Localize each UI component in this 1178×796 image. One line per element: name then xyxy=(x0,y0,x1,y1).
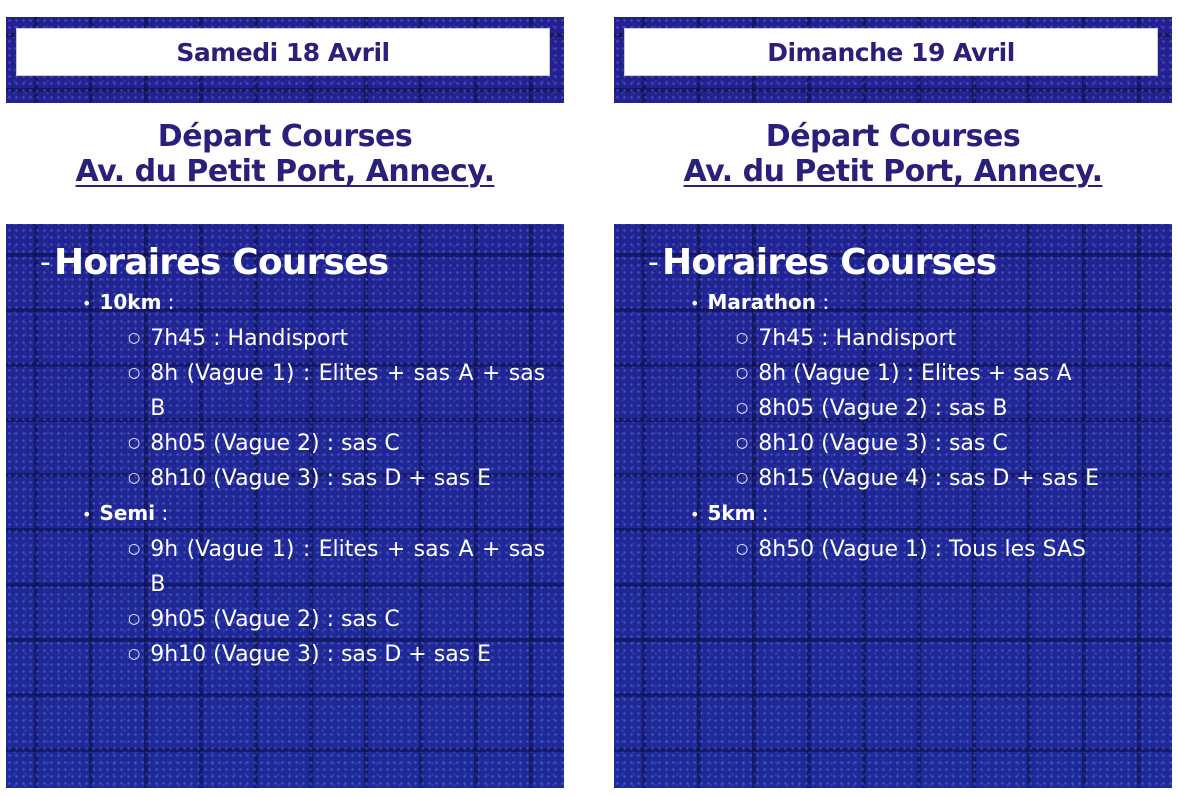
heading-dash: - xyxy=(648,245,659,280)
circle-bullet-icon: ○ xyxy=(128,646,141,662)
schedule-heading xyxy=(40,241,545,285)
circle-bullet-icon: ○ xyxy=(736,400,749,416)
race-item xyxy=(690,496,1099,532)
venue-banner xyxy=(614,103,1172,224)
wave-item xyxy=(736,391,1099,426)
race-item xyxy=(82,285,545,321)
bullet-icon: • xyxy=(690,294,700,313)
wave-text: 9h10 (Vague 3) : sas D + sas E xyxy=(150,642,492,667)
wave-item xyxy=(736,532,1099,567)
wave-text: 8h50 (Vague 1) : Tous les SAS xyxy=(758,537,1087,562)
schedule-panel-sunday xyxy=(614,17,1172,788)
date-banner xyxy=(16,28,550,76)
heading-dash: - xyxy=(40,245,51,280)
venue-address: Av. du Petit Port, Annecy. xyxy=(683,154,1103,189)
race-item xyxy=(82,496,545,532)
wave-text: 9h05 (Vague 2) : sas C xyxy=(150,607,400,632)
venue-banner xyxy=(6,103,564,224)
wave-text: 7h45 : Handisport xyxy=(758,326,957,351)
race-name: 10km xyxy=(99,290,162,314)
date-banner xyxy=(624,28,1158,76)
wave-item xyxy=(128,532,545,602)
wave-item xyxy=(128,426,545,461)
venue-title: Départ Courses xyxy=(157,119,413,154)
race-name: Semi xyxy=(99,501,156,525)
circle-bullet-icon: ○ xyxy=(128,365,141,381)
schedule-content xyxy=(648,241,1099,567)
venue-address: Av. du Petit Port, Annecy. xyxy=(75,154,495,189)
circle-bullet-icon: ○ xyxy=(736,365,749,381)
circle-bullet-icon: ○ xyxy=(128,470,141,486)
circle-bullet-icon: ○ xyxy=(736,435,749,451)
race-colon: : xyxy=(755,501,769,525)
wave-item xyxy=(128,637,545,672)
wave-text: 8h10 (Vague 3) : sas D + sas E xyxy=(150,466,492,491)
bullet-icon: • xyxy=(82,505,92,524)
wave-text: 8h05 (Vague 2) : sas C xyxy=(150,431,400,456)
race-name: 5km xyxy=(707,501,756,525)
circle-bullet-icon: ○ xyxy=(128,541,141,557)
circle-bullet-icon: ○ xyxy=(736,330,749,346)
wave-item xyxy=(128,356,545,426)
circle-bullet-icon: ○ xyxy=(128,330,141,346)
wave-text: 8h15 (Vague 4) : sas D + sas E xyxy=(758,466,1100,491)
circle-bullet-icon: ○ xyxy=(128,611,141,627)
circle-bullet-icon: ○ xyxy=(736,470,749,486)
bullet-icon: • xyxy=(690,505,700,524)
wave-item xyxy=(128,461,545,496)
wave-text: 8h (Vague 1) : Elites + sas A xyxy=(758,361,1072,386)
wave-text: 9h (Vague 1) : Elites + sas A + sas B xyxy=(150,537,546,597)
wave-text: 8h10 (Vague 3) : sas C xyxy=(758,431,1008,456)
wave-text: 8h (Vague 1) : Elites + sas A + sas B xyxy=(150,361,546,421)
circle-bullet-icon: ○ xyxy=(128,435,141,451)
bullet-icon: • xyxy=(82,294,92,313)
race-colon: : xyxy=(155,501,169,525)
wave-item xyxy=(736,356,1099,391)
schedule-content xyxy=(40,241,545,672)
race-colon: : xyxy=(161,290,175,314)
wave-text: 8h05 (Vague 2) : sas B xyxy=(758,396,1008,421)
wave-item xyxy=(736,426,1099,461)
race-item xyxy=(690,285,1099,321)
circle-bullet-icon: ○ xyxy=(736,541,749,557)
wave-text: 7h45 : Handisport xyxy=(150,326,349,351)
schedule-panel-saturday xyxy=(6,17,564,788)
wave-item xyxy=(736,461,1099,496)
race-colon: : xyxy=(815,290,830,314)
wave-item xyxy=(128,602,545,637)
date-label: Samedi 18 Avril xyxy=(176,37,390,67)
heading-text: Horaires Courses xyxy=(54,242,389,283)
date-label: Dimanche 19 Avril xyxy=(767,37,1015,67)
venue-title: Départ Courses xyxy=(765,119,1021,154)
schedule-heading xyxy=(648,241,1099,285)
wave-item xyxy=(736,321,1099,356)
wave-item xyxy=(128,321,545,356)
race-name: Marathon xyxy=(707,290,816,314)
heading-text: Horaires Courses xyxy=(662,242,997,283)
